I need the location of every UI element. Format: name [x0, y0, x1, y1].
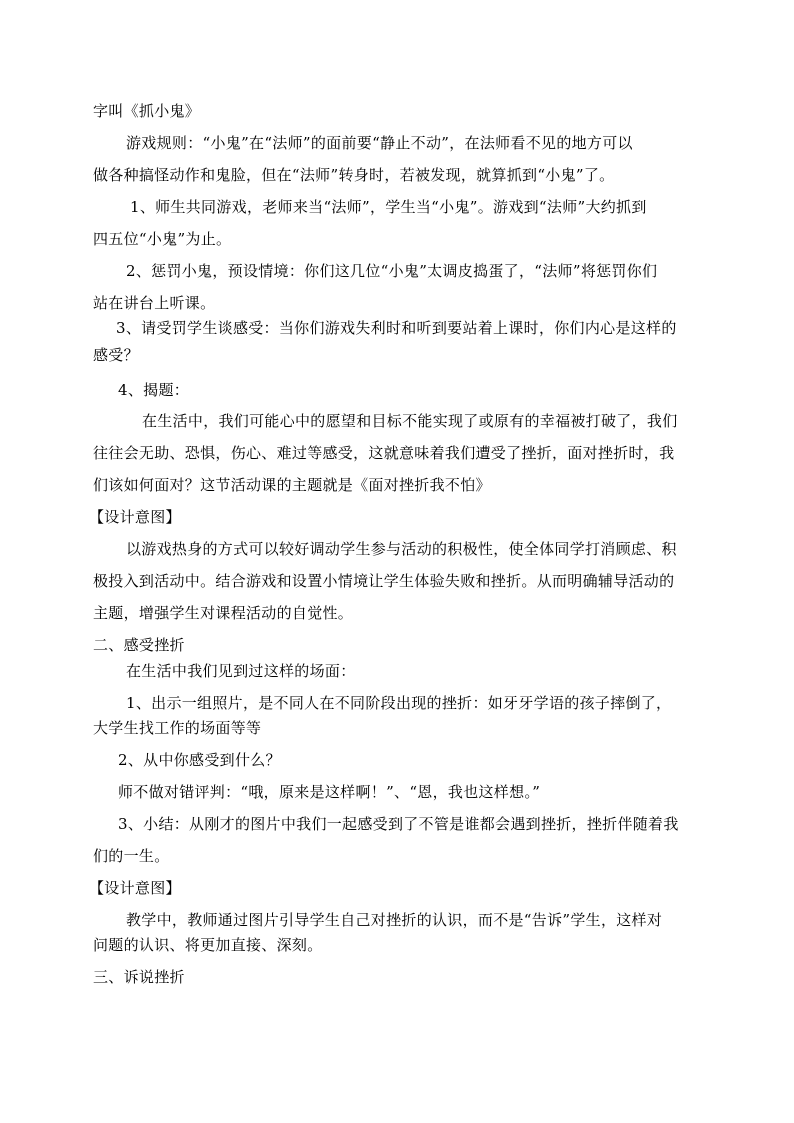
section-heading: 三、诉说挫折 [93, 968, 185, 986]
text-line: 3、小结：从刚才的图片中我们一起感受到了不管是谁都会遇到挫折，挫折伴随着我 [118, 815, 679, 833]
text-line: 主题，增强学生对课程活动的自觉性。 [93, 604, 354, 622]
text-line: 站在讲台上听课。 [93, 294, 216, 312]
text-line: 们该如何面对？这节活动课的主题就是《面对挫折我不怕》 [93, 476, 491, 494]
text-line: 教学中，教师通过图片引导学生自己对挫折的认识，而不是“告诉”学生，这样对 [126, 911, 663, 929]
text-line: 2、从中你感受到什么？ [118, 751, 281, 769]
text-line: 在生活中，我们可能心中的愿望和目标不能实现了或原有的幸福被打破了，我们 [142, 412, 678, 430]
text-line: 做各种搞怪动作和鬼脸，但在“法师”转身时，若被发现，就算抓到“小鬼”了。 [93, 166, 615, 184]
text-line: 四五位“小鬼”为止。 [93, 230, 232, 248]
section-label: 【设计意图】 [89, 508, 181, 526]
text-line: 游戏规则：“小鬼”在“法师”的面前要“静止不动”，在法师看不见的地方可以 [126, 134, 633, 152]
text-line: 3、请受罚学生谈感受：当你们游戏失利时和听到要站着上课时，你们内心是这样的 [116, 319, 677, 337]
text-line: 师不做对错评判：“哦，原来是这样啊！”、“恩，我也这样想。” [118, 783, 541, 801]
section-label: 【设计意图】 [89, 879, 181, 897]
text-line: 4、揭题： [118, 381, 190, 399]
text-line: 感受？ [93, 346, 139, 364]
text-line: 在生活中我们见到过这样的场面： [126, 662, 356, 680]
text-line: 字叫《抓小鬼》 [93, 102, 201, 120]
text-line: 以游戏热身的方式可以较好调动学生参与活动的积极性，使全体同学打消顾虑、积 [126, 540, 677, 558]
text-line: 极投入到活动中。结合游戏和设置小情境让学生体验失败和挫折。从而明确辅导活动的 [93, 572, 675, 590]
text-line: 2、惩罚小鬼，预设情境：你们这几位“小鬼”太调皮捣蛋了，“法师”将惩罚你们 [126, 262, 658, 280]
text-line: 1、师生共同游戏，老师来当“法师”，学生当“小鬼”。游戏到“法师”大约抓到 [130, 198, 647, 216]
text-line: 大学生找工作的场面等等 [93, 719, 262, 737]
text-line: 1、出示一组照片，是不同人在不同阶段出现的挫折：如牙牙学语的孩子摔倒了， [126, 694, 672, 712]
text-line: 问题的认识、将更加直接、深刻。 [93, 936, 323, 954]
text-line: 往往会无助、恐惧，伤心、难过等感受，这就意味着我们遭受了挫折，面对挫折时，我 [93, 444, 675, 462]
section-heading: 二、感受挫折 [93, 636, 185, 654]
text-line: 们的一生。 [93, 847, 170, 865]
